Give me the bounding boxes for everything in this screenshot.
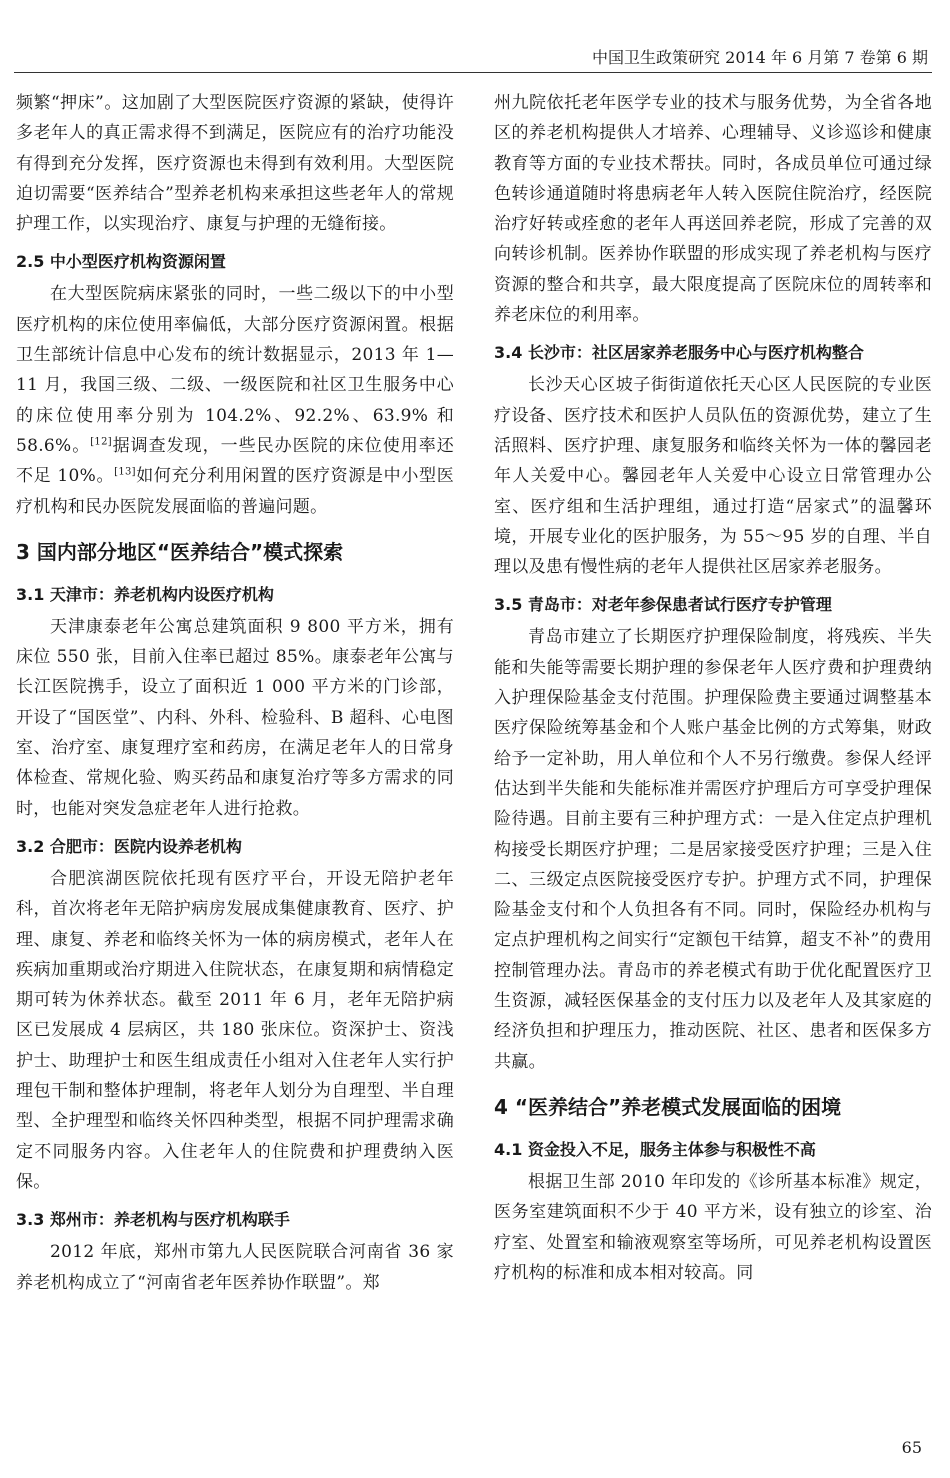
paragraph-text: 在大型医院病床紧张的同时，一些二级以下的中小型医疗机构的床位使用率偏低，大部分医疗资源闲置。根据卫生部统计信息中心发布的统计数据显示，2013 年 1—11 月，我国三级、二级、一级医院和社区卫生服务中心的床位使用率分别为 104.2%、92.2%、63.9% 和 58.6%。 <box>16 284 454 456</box>
section-3-2-heading: 3.2 合肥市：医院内设养老机构 <box>16 836 242 856</box>
paragraph-continued: 州九院依托老年医学专业的技术与服务优势，为全省各地区的养老机构提供人才培养、心理辅导、义诊巡诊和健康教育等方面的专业技术帮扶。同时，各成员单位可通过绿色转诊通道随时将患病老年人转入医院住院治疗，经医院治疗好转或痊愈的老年人再送回养老院，形成了完善的双向转诊机制。医养协作联盟的形成实现了养老机构与医疗资源的整合和共享，最大限度提高了医院床位的周转率和养老床位的利用率。 <box>494 93 932 326</box>
section-3-3-heading: 3.3 郑州市：养老机构与医疗机构联手 <box>16 1210 290 1230</box>
citation-12: [12] <box>90 436 112 448</box>
section-3-3-paragraph: 2012 年底，郑州市第九人民医院联合河南省 36 家养老机构成立了“河南省老年医养协作联盟”。郑 <box>16 1242 454 1293</box>
section-2-5-paragraph <box>16 279 454 521</box>
running-header: 中国卫生政策研究 2014 年 6 月第 7 卷第 6 期 <box>592 48 928 67</box>
section-4-1-paragraph: 根据卫生部 2010 年印发的《诊所基本标准》规定，医务室建筑面积不少于 40 平方米，设有独立的诊室、治疗室、处置室和输液观察室等场所，可见养老机构设置医疗机构的标准和成本相对较高。同 <box>494 1171 932 1283</box>
section-2-5-heading: 2.5 中小型医疗机构资源闲置 <box>16 252 226 272</box>
section-3-4-heading: 3.4 长沙市：社区居家养老服务中心与医疗机构整合 <box>494 343 864 363</box>
section-3-4-paragraph: 长沙天心区坡子街街道依托天心区人民医院的专业医疗设备、医疗技术和医护人员队伍的资源优势，建立了生活照料、医疗护理、康复服务和临终关怀为一体的馨园老年人关爱中心。馨园老年人关爱中心设立日常管理办公室、医疗组和生活护理组，通过打造“居家式”的温馨环境，开展专业化的医护服务，为 55～95 岁的自理、半自理以及患有慢性病的老年人提供社区居家养老服务。 <box>494 375 932 578</box>
page-number: 65 <box>901 1438 922 1457</box>
section-3-5-heading: 3.5 青岛市：对老年参保患者试行医疗专护管理 <box>494 595 832 615</box>
citation-13: [13] <box>114 466 136 478</box>
section-4-1-heading: 4.1 资金投入不足，服务主体参与积极性不高 <box>494 1139 816 1159</box>
section-3-2-paragraph: 合肥滨湖医院依托现有医疗平台，开设无陪护老年科，首次将老年无陪护病房发展成集健康教育、医疗、护理、康复、养老和临终关怀为一体的病房模式，老年人在疾病加重期或治疗期进入住院状态，在康复期和病情稳定期可转为休养状态。截至 2011 年 6 月，老年无陪护病区已发展成 4 层病区，共 180 张床位。资深护士、资浅护士、助理护士和医生组成责任小组对入住老年人实行护理包干制和整体护理制，将老年人划分为自理型、半自理型、全护理型和临终关怀四种类型，根据不同护理需求确定不同服务内容。入住老年人的住院费和护理费纳入医保。 <box>16 868 454 1192</box>
right-column <box>494 88 932 1288</box>
left-column <box>16 88 454 1298</box>
paragraph-continued: 频繁“押床”。这加剧了大型医院医疗资源的紧缺，使得许多老年人的真正需求得不到满足，医院应有的治疗功能没有得到充分发挥，医疗资源也未得到有效利用。大型医院迫切需要“医养结合”型养老机构来承担这些老年人的常规护理工作，以实现治疗、康复与护理的无缝衔接。 <box>16 93 454 235</box>
header-rule <box>14 72 932 73</box>
section-3-heading: 3 国内部分地区“医养结合”模式探索 <box>16 539 344 564</box>
section-4-heading: 4 “医养结合”养老模式发展面临的困境 <box>494 1094 842 1119</box>
paragraph-text: 如何充分利用闲置的医疗资源是中小型医疗机构和民办医院发展面临的普遍问题。 <box>16 466 454 517</box>
section-3-1-heading: 3.1 天津市：养老机构内设医疗机构 <box>16 584 274 604</box>
section-3-5-paragraph: 青岛市建立了长期医疗护理保险制度，将残疾、半失能和失能等需要长期护理的参保老年人医疗费和护理费纳入护理保险基金支付范围。护理保险费主要通过调整基本医疗保险统筹基金和个人账户基金比例的方式筹集，财政给予一定补助，用人单位和个人不另行缴费。参保人经评估达到半失能和失能标准并需医疗护理后方可享受护理保险待遇。目前主要有三种护理方式：一是入住定点护理机构接受长期医疗护理；二是居家接受医疗护理；三是入住二、三级定点医院接受医疗专护。护理方式不同，护理保险基金支付和个人负担各有不同。同时，保险经办机构与定点护理机构之间实行“定额包干结算，超支不补”的费用控制管理办法。青岛市的养老模式有助于优化配置医疗卫生资源，减轻医保基金的支付压力以及老年人及其家庭的经济负担和护理压力，推动医院、社区、患者和医保多方共赢。 <box>494 627 932 1072</box>
section-3-1-paragraph: 天津康泰老年公寓总建筑面积 9 800 平方米，拥有床位 550 张，目前入住率已超过 85%。康泰老年公寓与长江医院携手，设立了面积近 1 000 平方米的门诊部，开设了“国医堂”、内科、外科、检验科、B 超科、心电图室、治疗室、康复理疗室和药房，在满足老年人的日常身体检查、常规化验、购买药品和康复治疗等多方需求的同时，也能对突发急症老年人进行抢救。 <box>16 616 454 819</box>
paragraph-text: 据调查发现，一些民办医院的床位使用率还不足 10%。 <box>16 435 454 487</box>
